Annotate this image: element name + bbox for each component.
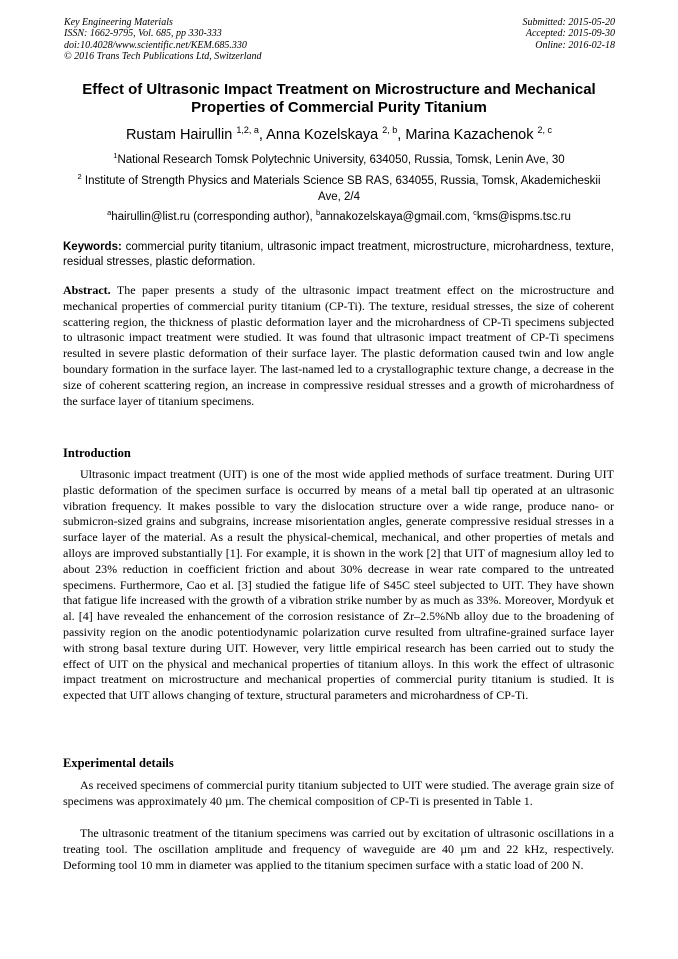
affiliation-2 xyxy=(70,169,608,205)
keywords-label: Keywords: xyxy=(63,241,122,253)
author-list: Rustam Hairullin $^{1,2, a}$, Anna Kozelskaya $^{2, b}$, Marina Kazachenok $^{2, c}$ xyxy=(125,125,553,143)
abstract-label: Abstract. xyxy=(63,283,111,297)
email-text[interactable]: kms@ispms.tsc.ru xyxy=(476,210,571,223)
keywords-text: commercial purity titanium, ultrasonic impact treatment, microstructure, microhardness, texture, residual stresses, plastic deformation. xyxy=(63,241,614,268)
email-sup: b xyxy=(315,208,321,217)
affiliation-text: National Research Tomsk Polytechnic University, 634050, Russia, Tomsk, Lenin Ave, 30 xyxy=(117,153,565,166)
author-name: Anna Kozelskaya xyxy=(266,126,379,143)
copyright: © 2016 Trans Tech Publications Ltd, Switzerland xyxy=(64,50,262,62)
affiliation-sup: 2 xyxy=(77,172,82,181)
journal-name: Key Engineering Materials xyxy=(64,17,173,28)
experimental-paragraph-2: The ultrasonic treatment of the titanium specimens was carried out by excitation of ultrasonic oscillations in a treating tool. The oscillation amplitude and frequency of waveguide are 40 µm and 22 kHz, respectively. Deforming tool 10 mm in diameter was applied to the titanium specimen surface with a static load of 200 N. xyxy=(63,826,614,872)
email-sup: a xyxy=(107,208,112,217)
introduction-paragraph: Ultrasonic impact treatment (UIT) is one of the most wide applied methods of surface treatment. During UIT plastic deformation of the specimen surface is occurred by means of a metal ball tip operated at an ultrasonic vibration frequency. It makes possible to vary the dislocation structure over a wide range, produce nano- or submicron-sized grains and subgrains, increase misorientation angles, generate compressive residual stresses in a surface layer of the material. As a result the physical-chemical, mechanical, and other properties of metals and alloys are improved substantially [1]. For example, it is shown in the work [2] that UIT of magnesium alloy led to about 23% reduction in coefficient friction and about 30% decrease in wear rate compared to the untreated specimens. Furthermore, Cao et al. [3] studied the fatigue life of S45C steel subjected to UIT. They have shown that fatigue life increased with the growth of a vibration strike number by as much as 33%. Moreover, Mordyuk et al. [4] have revealed the enhancement of the corrosion resistance of Zr–2.5%Nb alloy due to the broadening of passivity region on the anodic potentiodynamic polarization curve resulted from ultrafine-grained surface layer with strong basal texture during UIT. However, very little empirical research has been carried out to study the effect of UIT on the physical and mechanical properties of titanium alloys. In this work the effect of ultrasonic impact treatment on microstructure and mechanical properties of commercial purity titanium is studied. It is expected that UIT allows changing of texture, structural parameters and microhardness of CP-Ti. xyxy=(63,467,614,703)
online-date: Online: 2016-02-18 xyxy=(535,39,615,51)
email-list xyxy=(70,205,608,225)
experimental-paragraph-1: As received specimens of commercial purity titanium subjected to UIT were studied. The average grain size of specimens was approximately 40 µm. The chemical composition of CP-Ti is presented in Table 1. xyxy=(63,778,614,808)
author-sup: 1,2, a xyxy=(236,125,259,135)
keywords xyxy=(63,240,614,270)
affiliation-sup: 1 xyxy=(113,151,118,160)
email-sup: c xyxy=(473,208,477,217)
author-name: Rustam Hairullin xyxy=(125,126,233,143)
journal-header xyxy=(64,17,262,62)
accepted-date: Accepted: 2015-09-30 xyxy=(525,28,615,40)
title-line-1: Effect of Ultrasonic Impact Treatment on Microstructure and Mechanical xyxy=(82,81,596,98)
author-name: Marina Kazachenok xyxy=(405,126,534,143)
issn: ISSN: 1662-9795, Vol. 685, pp 330-333 xyxy=(64,28,222,40)
submitted-date: Submitted: 2015-05-20 xyxy=(522,17,615,28)
dates-header xyxy=(523,17,616,51)
paper-title xyxy=(50,81,628,117)
section-heading-experimental: Experimental details xyxy=(63,756,174,770)
affiliation-text: Institute of Strength Physics and Materials Science SB RAS, 634055, Russia, Tomsk, Akademicheskii Ave, 2/4 xyxy=(84,174,601,203)
abstract-text: The paper presents a study of the ultrasonic impact treatment effect on the microstructure and mechanical properties of commercial purity titanium (CP-Ti). The texture, residual stresses, the size of coherent scattering region, the thickness of plastic deformation layer and the microhardness of CP-Ti specimens subjected to ultrasonic impact treatment were studied. It was found that ultrasonic impact treatment of CP-Ti specimens resulted in severe plastic deformation of their surface layer. The plastic deformation caused twin and low angle boundary formation in the surface layer. The last-named led to a crystallographic texture change, a decrease in the size of coherent scattering region, an increase in compressive residual stresses and a growth of microhardness of the surface layer of titanium specimens. xyxy=(63,283,614,408)
author-sup: 2, b xyxy=(382,125,398,135)
email-text[interactable]: hairullin@list.ru (corresponding author), xyxy=(111,210,316,223)
title-line-2: Properties of Commercial Purity Titanium xyxy=(191,99,487,116)
abstract xyxy=(63,283,614,409)
email-text[interactable]: annakozelskaya@gmail.com, xyxy=(320,210,474,223)
section-heading-introduction: Introduction xyxy=(63,446,131,460)
affiliation-1 xyxy=(70,148,608,168)
author-sup: 2, c xyxy=(537,125,553,135)
doi[interactable]: doi:10.4028/www.scientific.net/KEM.685.330 xyxy=(64,39,247,51)
